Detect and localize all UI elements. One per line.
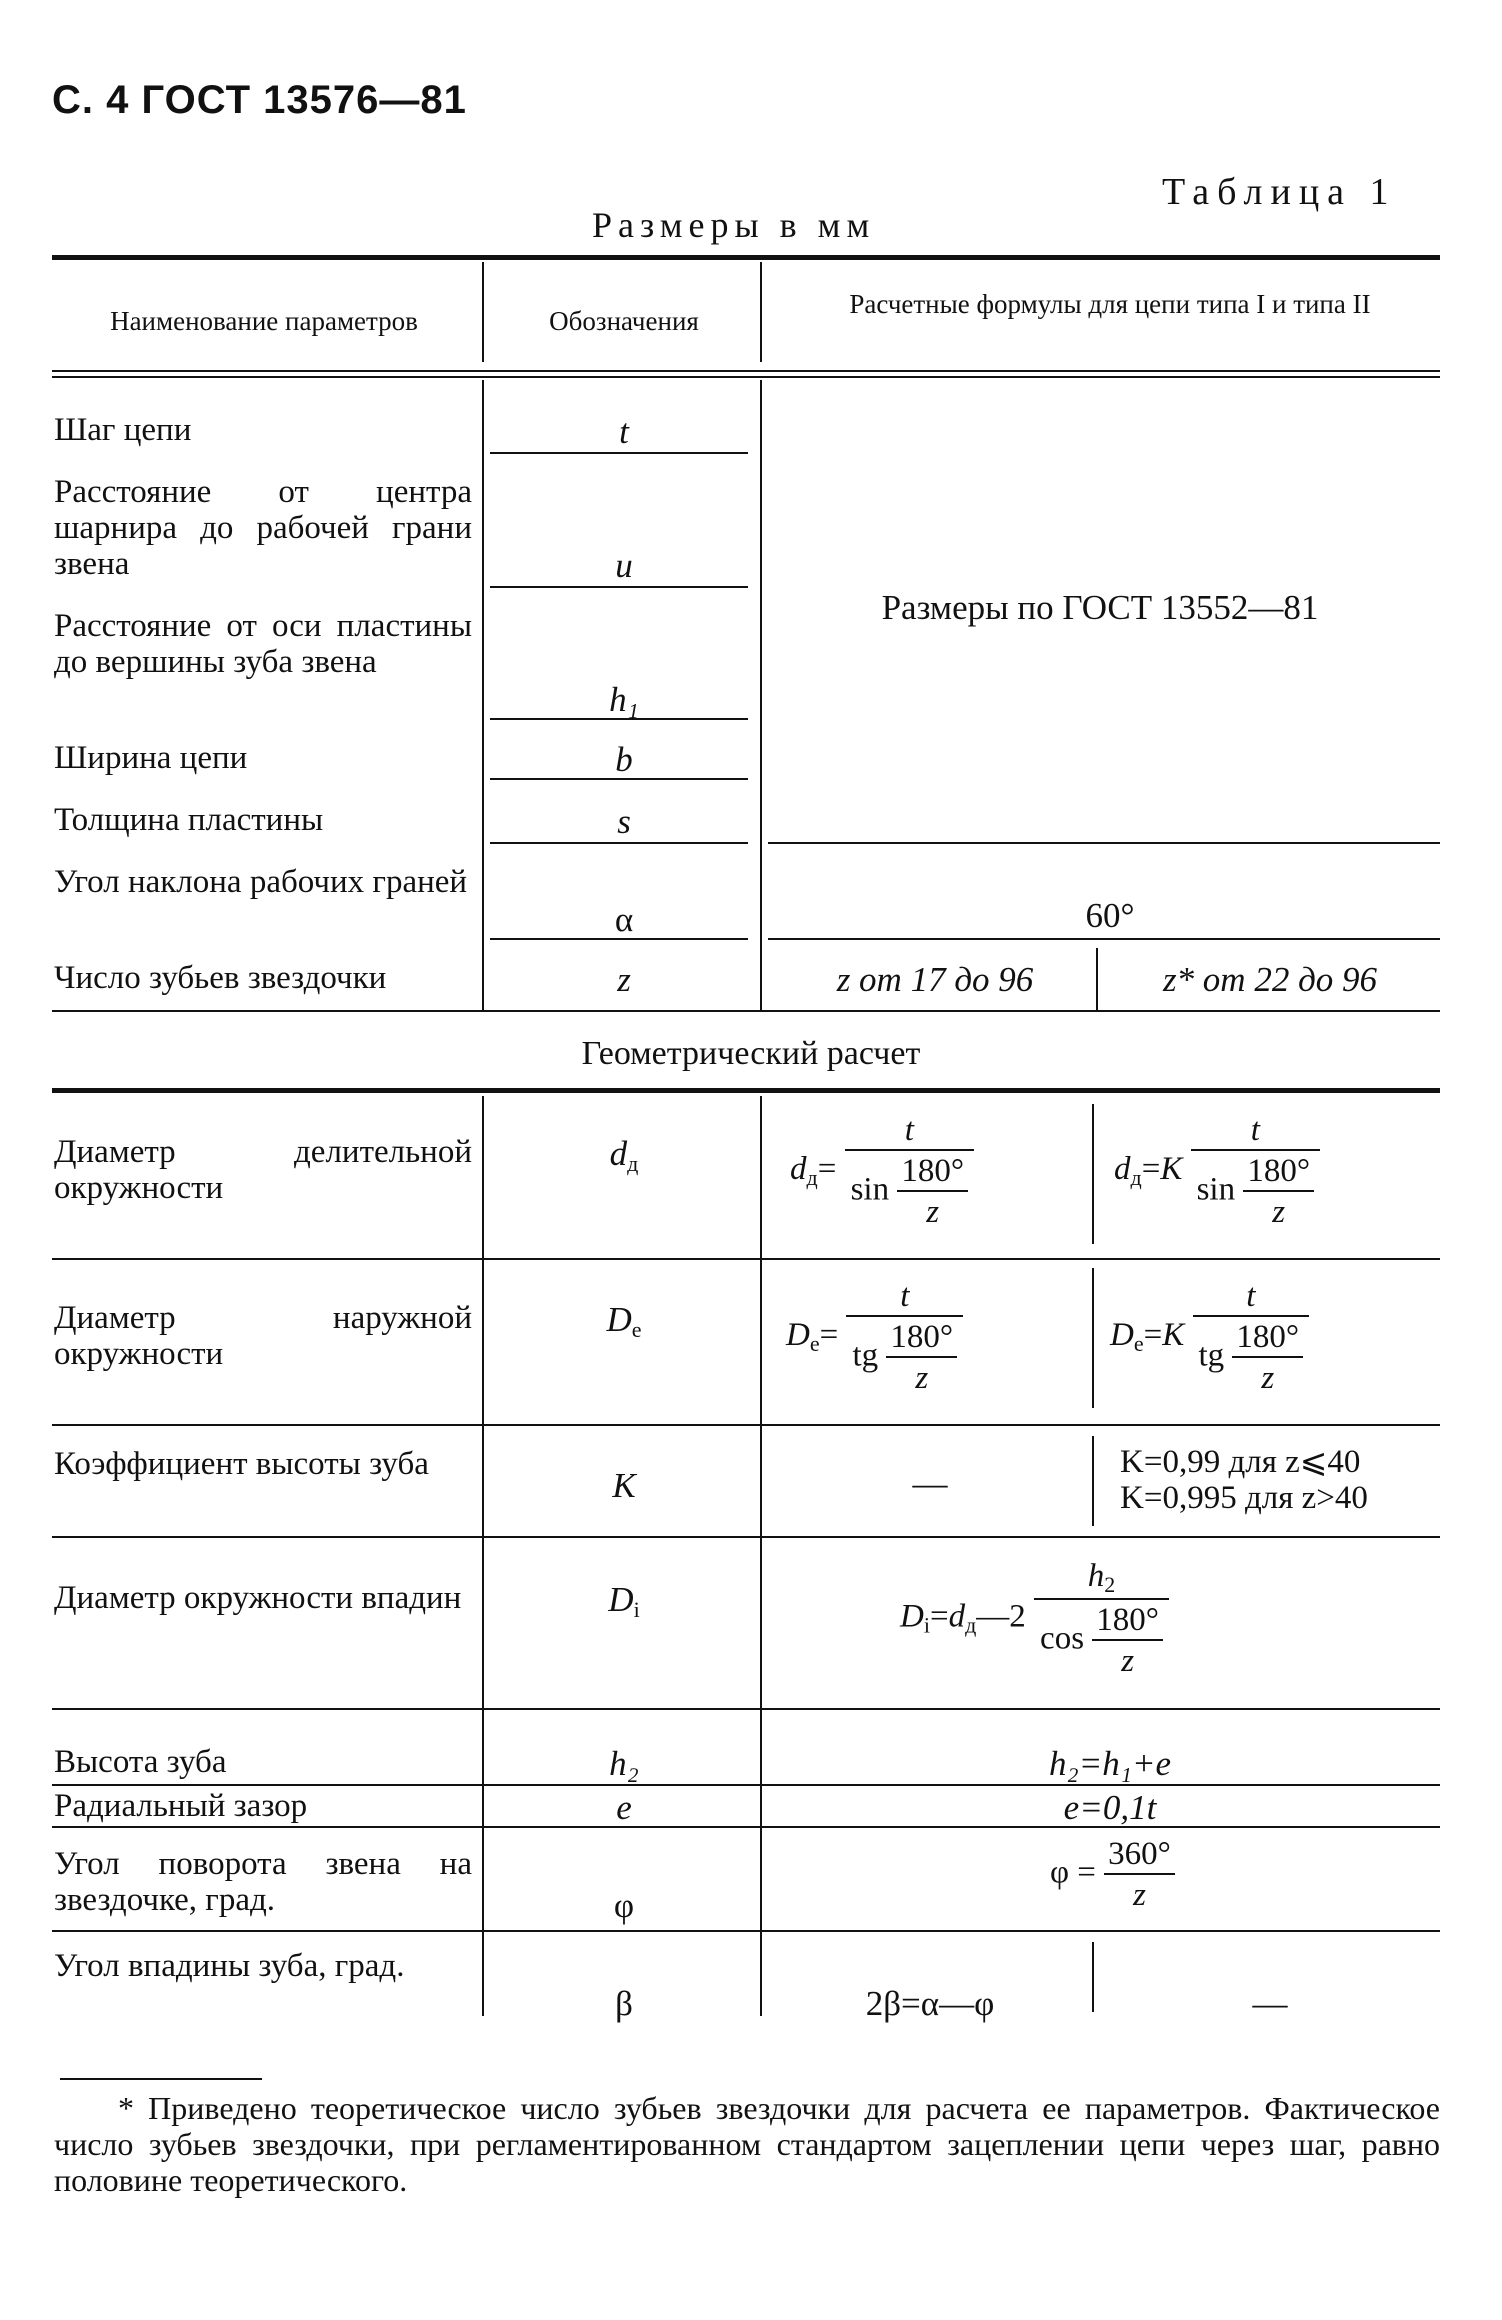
param-radial-clearance: Радиальный зазор bbox=[54, 1788, 308, 1824]
column-separator bbox=[482, 1096, 484, 2016]
row-rule bbox=[768, 938, 1440, 940]
footnote: * Приведено теоретическое число зубьев звездочки для расчета ее параметров. Фактическое число зубьев звездочки, при регламентированном стандартом зацеплении цепи через шаг, равно половине теоретического. bbox=[54, 2090, 1440, 2198]
k-type1-dash: — bbox=[912, 1464, 948, 1503]
param-teeth-count: Число зубьев звездочки bbox=[54, 960, 387, 996]
param-face-angle: Угол наклона рабочих граней bbox=[54, 864, 468, 900]
table-top-rule bbox=[52, 255, 1440, 260]
symbol-beta: β bbox=[615, 1984, 633, 2023]
section-rule-bottom bbox=[52, 1088, 1440, 1093]
units-caption: Размеры в мм bbox=[592, 205, 876, 245]
formula-root-diameter: $D_i=d_д—2$ $h_2$ cos $\frac{180^\circ}{z}$ bbox=[900, 1558, 1169, 1680]
k-type2-values bbox=[1120, 1444, 1450, 1516]
formula-pitch-diameter-type1: $d_д=$ t sin $\frac{180^\circ}{z}$ bbox=[790, 1112, 974, 1231]
symbol-b: b bbox=[615, 740, 633, 779]
section-title: Геометрический расчет bbox=[581, 1035, 921, 1072]
param-outside-diameter: Диаметр наружной окружности bbox=[54, 1300, 472, 1372]
param-root-diameter: Диаметр окружности впадин bbox=[54, 1580, 462, 1616]
param-link-rotation-angle: Угол поворота звена на звездочке, град. bbox=[54, 1846, 472, 1918]
row-rule bbox=[490, 586, 748, 588]
formula-root-angle-type1: 2β=α—φ bbox=[865, 1984, 995, 2023]
symbol-h1: h₁ bbox=[609, 680, 639, 719]
symbol-u: u bbox=[615, 546, 633, 585]
row-rule bbox=[52, 1258, 1440, 1260]
header-rule-b bbox=[52, 376, 1440, 378]
row-rule bbox=[52, 1708, 1440, 1710]
k-value-large-z: K=0,995 для z>40 bbox=[1120, 1480, 1368, 1516]
row-rule bbox=[52, 1930, 1440, 1932]
formula-rotation-angle: φ = $\frac{360^\circ}{z}$ bbox=[1050, 1836, 1175, 1914]
formula-radial-clearance: e=0,1t bbox=[1063, 1788, 1157, 1827]
teeth-type2: z* от 22 до 96 bbox=[1162, 960, 1378, 999]
column-header-formulas: Расчетные формулы для цепи типа I и типа II bbox=[849, 289, 1371, 319]
formula-tooth-height: h₂=h₁+e bbox=[1048, 1744, 1172, 1783]
symbol-k: K bbox=[612, 1466, 636, 1505]
param-tooth-height: Высота зуба bbox=[54, 1744, 227, 1780]
symbol-e: e bbox=[616, 1788, 632, 1827]
symbol-alpha: α bbox=[614, 900, 634, 939]
param-tooth-root-angle: Угол впадины зуба, град. bbox=[54, 1948, 405, 1984]
row-rule bbox=[490, 452, 748, 454]
symbol-d-pitch: $d_д$ bbox=[609, 1134, 639, 1176]
row-rule bbox=[52, 1424, 1440, 1426]
row-rule bbox=[490, 842, 748, 844]
param-plate-thickness: Толщина пластины bbox=[54, 802, 324, 838]
param-hinge-to-face: Расстояние от центра шарнира до рабочей грани звена bbox=[54, 474, 472, 582]
header-rule-a bbox=[52, 370, 1440, 372]
symbol-phi: φ bbox=[613, 1886, 635, 1925]
type-separator bbox=[1092, 1436, 1094, 1526]
type-separator bbox=[1092, 1104, 1094, 1244]
column-separator bbox=[482, 380, 484, 1010]
column-separator bbox=[760, 1096, 762, 2016]
teeth-type1: z от 17 до 96 bbox=[836, 960, 1034, 999]
symbol-z: z bbox=[617, 960, 631, 999]
type-separator bbox=[1096, 948, 1098, 1010]
formula-pitch-diameter-type2: $d_д=K$ t sin $\frac{180^\circ}{z}$ bbox=[1114, 1112, 1320, 1231]
type-separator bbox=[1092, 1268, 1094, 1408]
symbol-de: $D_e$ bbox=[606, 1300, 642, 1342]
footnote-rule bbox=[60, 2078, 262, 2080]
formula-outside-diameter-type1: $D_e=$ t tg $\frac{180^\circ}{z}$ bbox=[786, 1278, 963, 1397]
column-header-symbol: Обозначения bbox=[549, 306, 699, 336]
param-axis-to-tooth: Расстояние от оси пластины до вершины зуба звена bbox=[54, 608, 472, 680]
table-number: Таблица 1 bbox=[1162, 171, 1397, 213]
formula-root-angle-type2: — bbox=[1252, 1984, 1288, 2023]
symbol-s: s bbox=[617, 802, 631, 841]
formula-outside-diameter-type2: $D_e=K$ t tg $\frac{180^\circ}{z}$ bbox=[1110, 1278, 1309, 1397]
merged-size-reference: Размеры по ГОСТ 13552—81 bbox=[881, 588, 1319, 627]
row-rule bbox=[768, 842, 1440, 844]
symbol-di: $D_i$ bbox=[608, 1580, 640, 1622]
row-rule bbox=[52, 1784, 1440, 1786]
param-chain-width: Ширина цепи bbox=[54, 740, 248, 776]
symbol-h2: h₂ bbox=[609, 1744, 639, 1783]
column-separator bbox=[760, 380, 762, 1010]
type-separator bbox=[1092, 1942, 1094, 2012]
k-value-small-z: K=0,99 для z⩽40 bbox=[1120, 1444, 1361, 1480]
section-rule-top bbox=[52, 1010, 1440, 1012]
header-separator bbox=[760, 262, 762, 362]
header-separator bbox=[482, 262, 484, 362]
param-pitch-diameter: Диаметр делительной окружности bbox=[54, 1134, 472, 1206]
column-header-name: Наименование параметров bbox=[110, 306, 418, 336]
symbol-t: t bbox=[619, 412, 629, 451]
page-reference: С. 4 ГОСТ 13576—81 bbox=[52, 78, 467, 122]
row-rule bbox=[52, 1536, 1440, 1538]
param-tooth-height-coefficient: Коэффициент высоты зуба bbox=[54, 1446, 429, 1482]
param-chain-pitch: Шаг цепи bbox=[54, 412, 192, 448]
angle-value: 60° bbox=[1085, 896, 1135, 935]
